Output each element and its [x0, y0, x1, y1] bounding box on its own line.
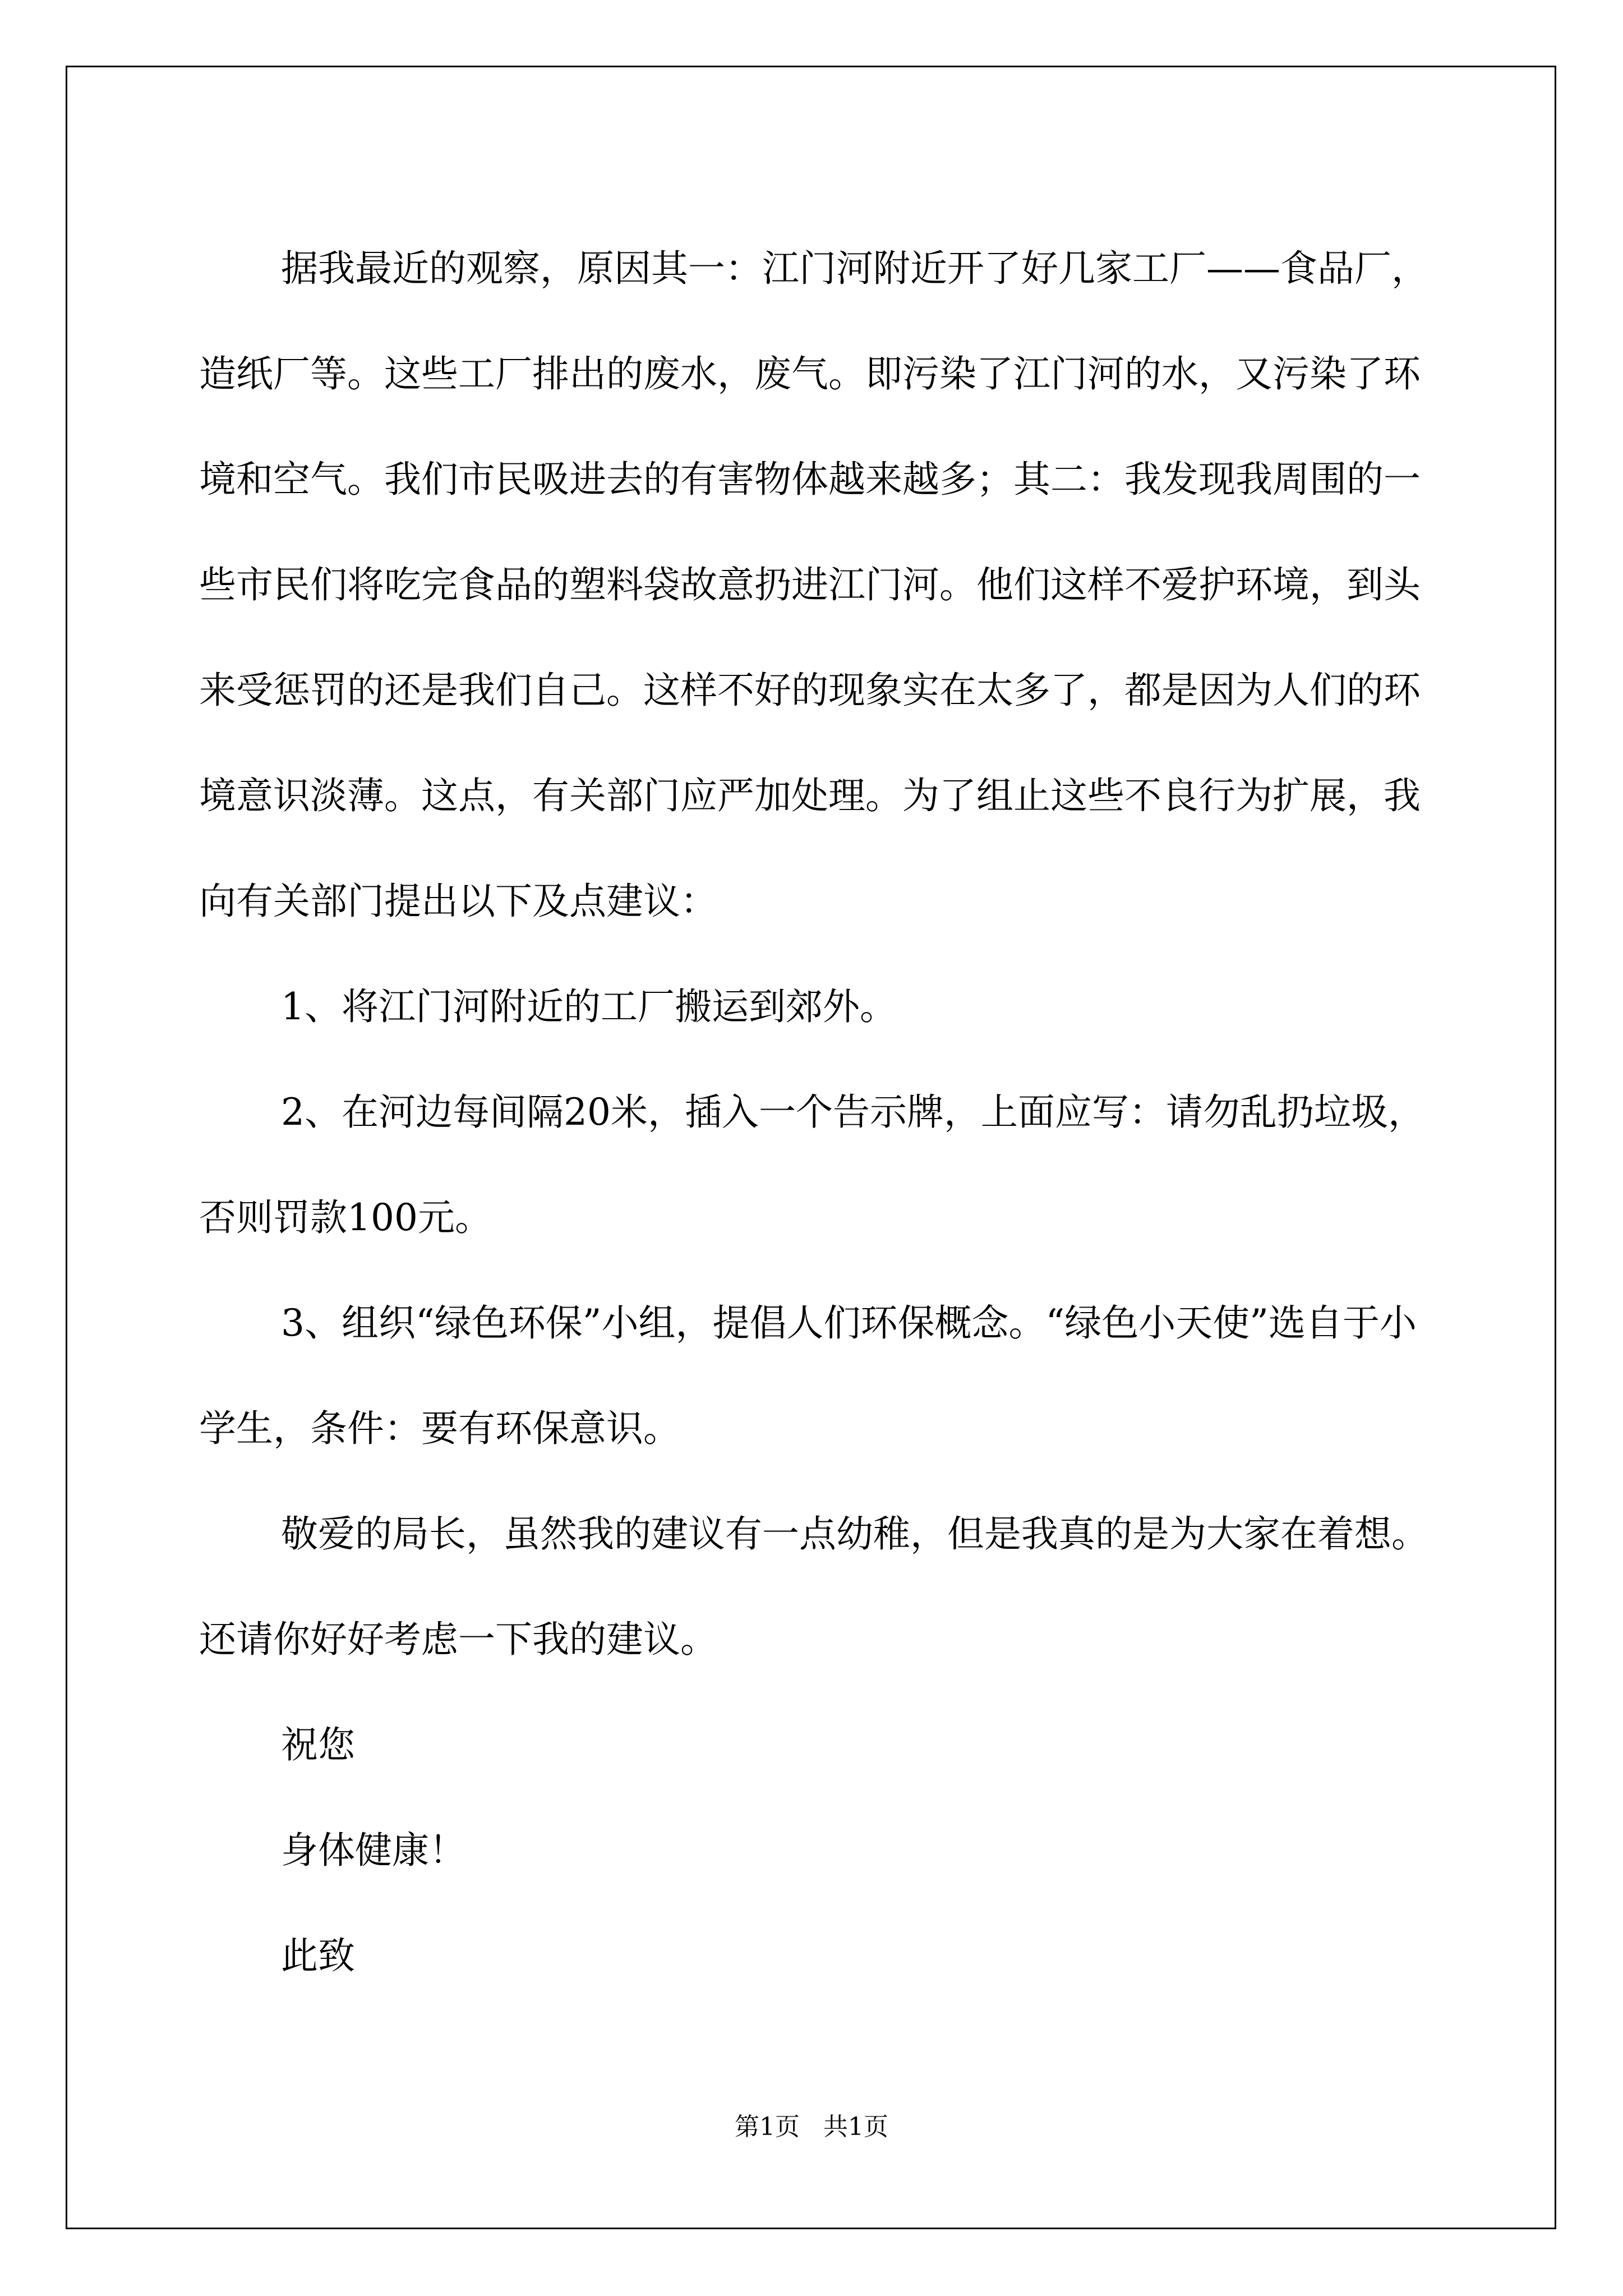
paragraph-suggestion-2: 2、在河边每间隔20米，插入一个告示牌，上面应写：请勿乱扔垃圾，否则罚款100元。	[199, 1091, 1425, 1239]
page-number-footer: 第1页 共1页	[735, 2113, 888, 2141]
paragraph-suggestion-1: 1、将江门河附近的工厂搬运到郊外。	[281, 985, 897, 1028]
salutation-wish: 祝您	[281, 1723, 355, 1766]
salutation-regards: 此致	[281, 1934, 355, 1977]
paragraph-suggestion-3: 3、组织“绿色环保”小组，提倡人们环保概念。“绿色小天使”选自于小学生，条件：要有环保意识。	[199, 1301, 1417, 1450]
paragraph-closing: 敬爱的局长，虽然我的建议有一点幼稚，但是我真的是为大家在着想。还请你好好考虑一下我的建议。	[199, 1512, 1428, 1661]
salutation-health: 身体健康！	[281, 1829, 466, 1872]
letter-body	[199, 216, 1438, 2009]
paragraph-observation: 据我最近的观察，原因其一：江门河附近开了好几家工厂——食品厂，造纸厂等。这些工厂排出的废水，废气。即污染了江门河的水，又污染了环境和空气。我们市民吸进去的有害物体越来越多；其二：我发现我周围的一些市民们将吃完食品的塑料袋故意扔进江门河。他们这样不爱护环境，到头来受惩罚的还是我们自己。这样不好的现象实在太多了，都是因为人们的环境意识淡薄。这点，有关部门应严加处理。为了组止这些不良行为扩展，我向有关部门提出以下及点建议：	[199, 247, 1428, 923]
